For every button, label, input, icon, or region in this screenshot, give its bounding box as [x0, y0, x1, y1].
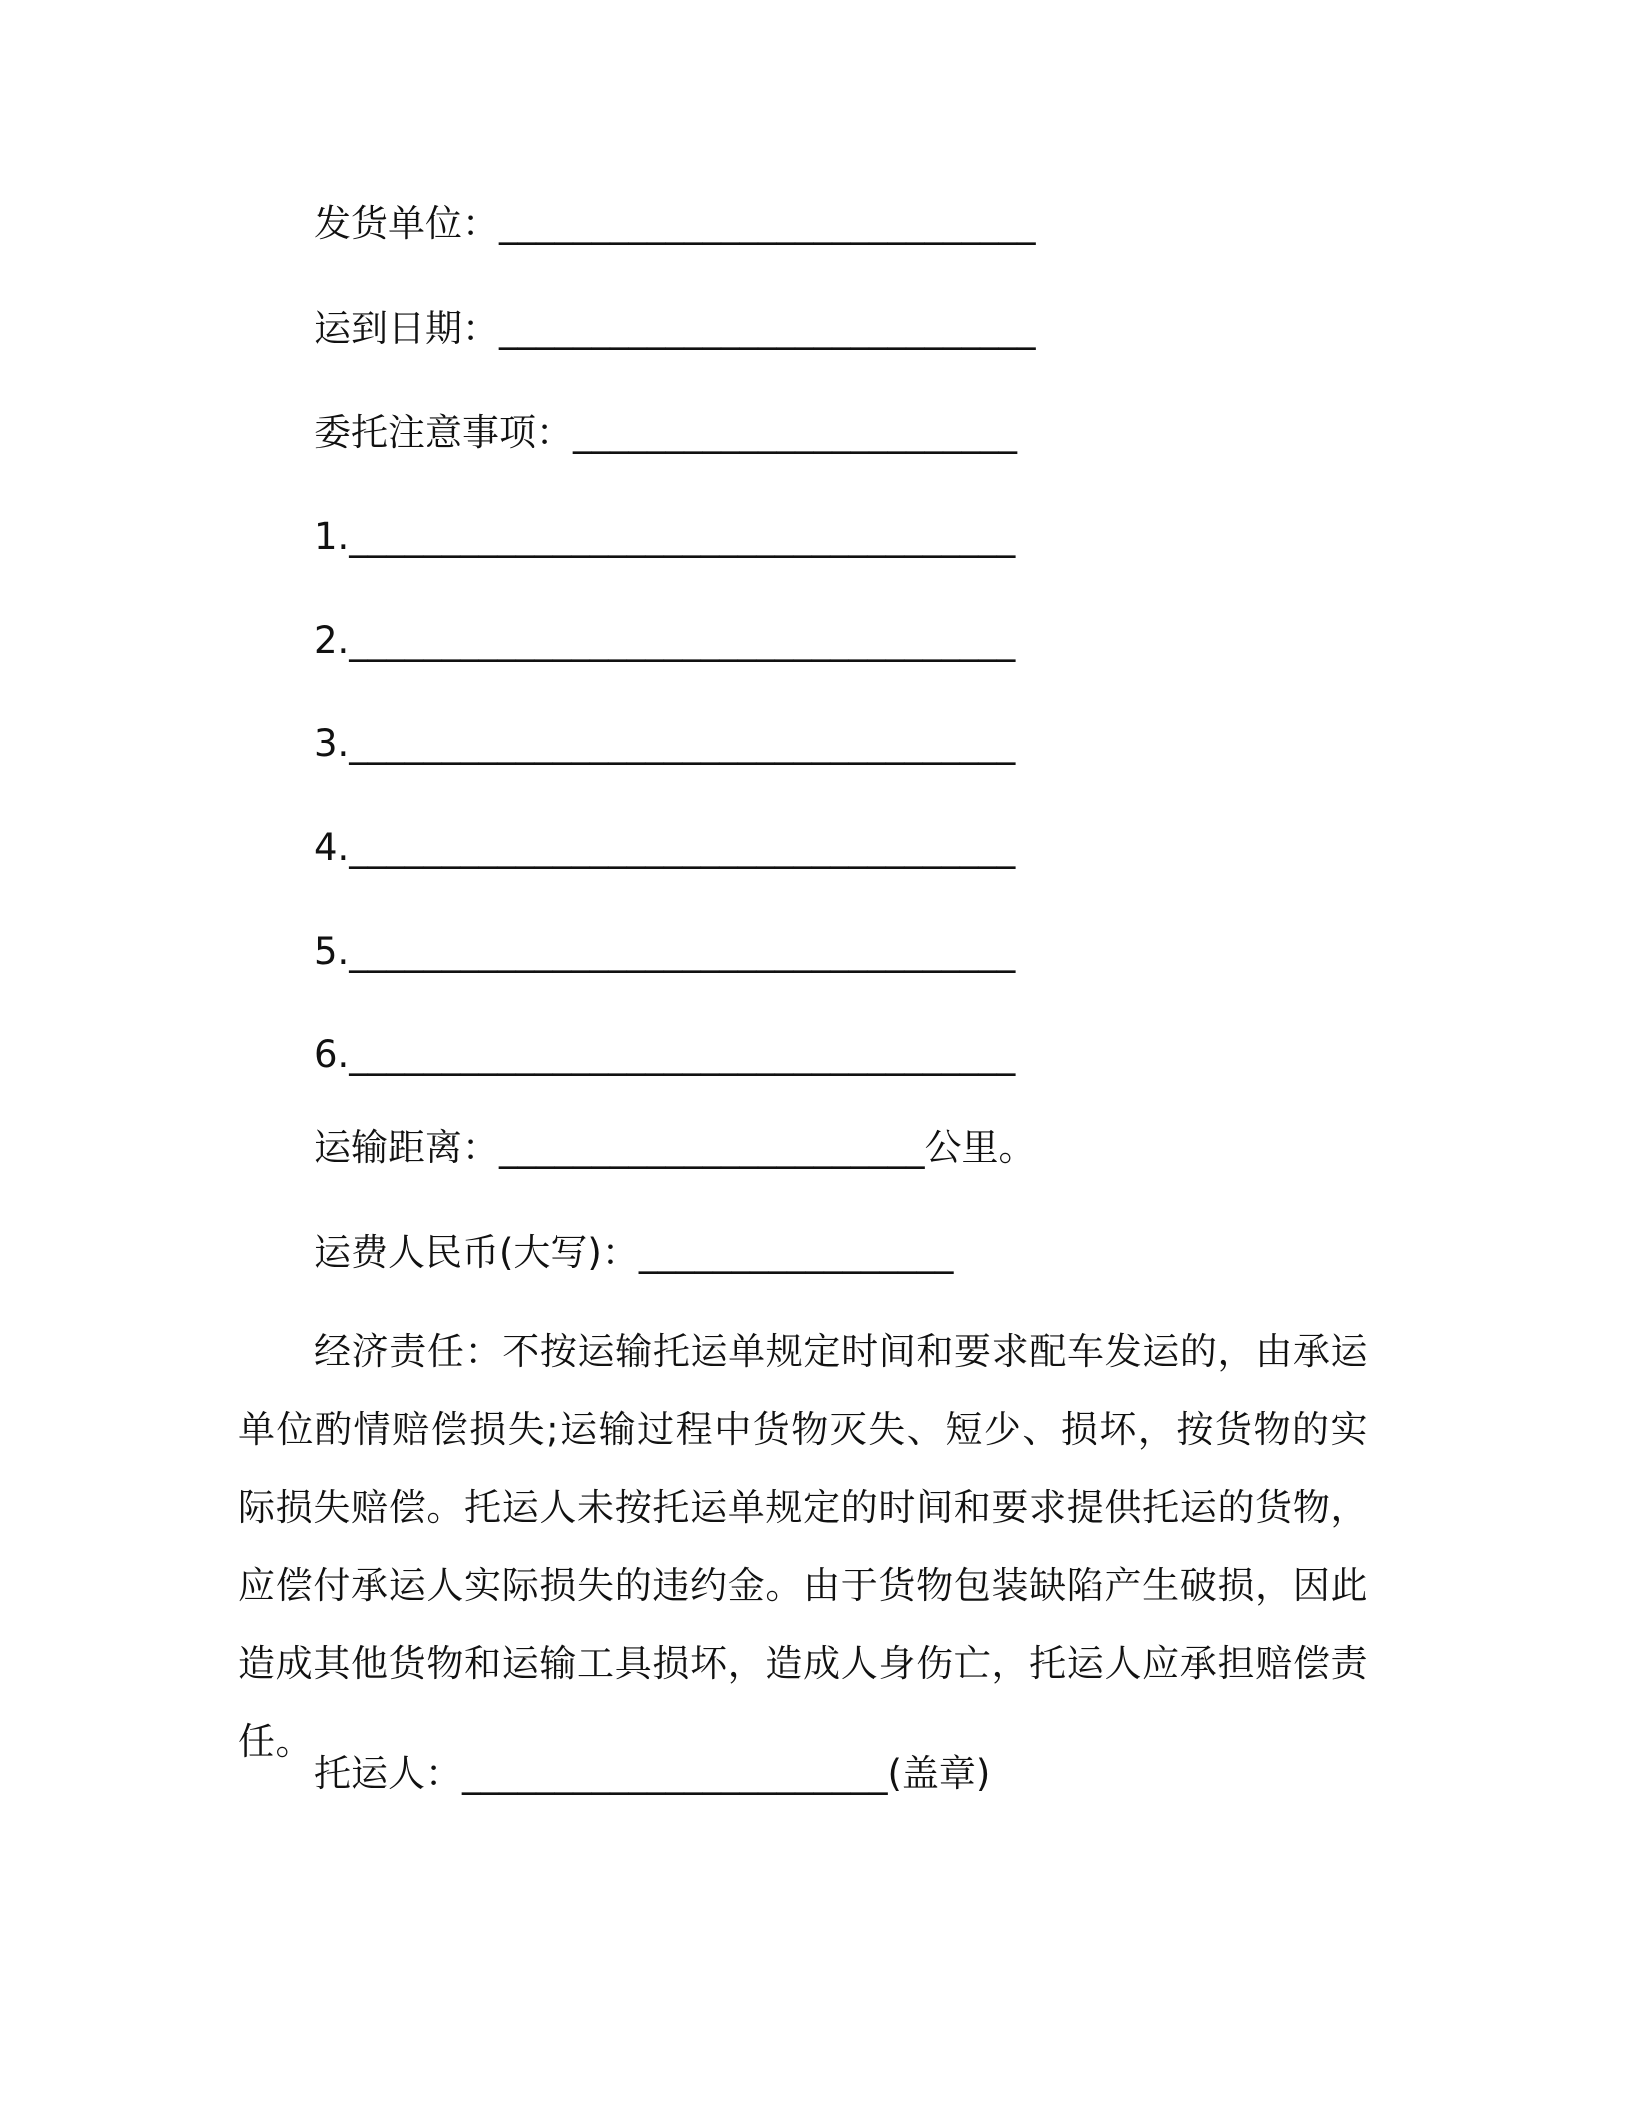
note-item-1: 1.____________________________________: [314, 515, 1016, 558]
note-item-2: 2.____________________________________: [314, 619, 1016, 662]
transport-distance-field: 运输距离：_______________________公里。: [314, 1126, 1036, 1169]
economic-liability-paragraph: 经济责任：不按运输托运单规定时间和要求配车发运的，由承运单位酌情赔偿损失;运输过程中货物灭失、短少、损坏，按货物的实际损失赔偿。托运人未按托运单规定的时间和要求提供托运的货物，应偿付承运人实际损失的违约金。由于货物包装缺陷产生破损，因此造成其他货物和运输工具损坏，造成人身伤亡，托运人应承担赔偿责任。: [238, 1330, 1368, 1763]
consignment-notes-field: 委托注意事项：________________________: [314, 411, 1017, 454]
shipper-signature-field: 托运人：_______________________(盖章): [314, 1752, 991, 1795]
note-item-4: 4.____________________________________: [314, 826, 1016, 869]
arrival-date-field: 运到日期：_____________________________: [314, 307, 1036, 350]
note-item-3: 3.____________________________________: [314, 722, 1016, 765]
note-item-6: 6.____________________________________: [314, 1033, 1016, 1076]
note-item-5: 5.____________________________________: [314, 930, 1016, 973]
freight-amount-field: 运费人民币(大写)：_________________: [314, 1231, 954, 1274]
shipping-unit-field: 发货单位：_____________________________: [314, 202, 1036, 245]
